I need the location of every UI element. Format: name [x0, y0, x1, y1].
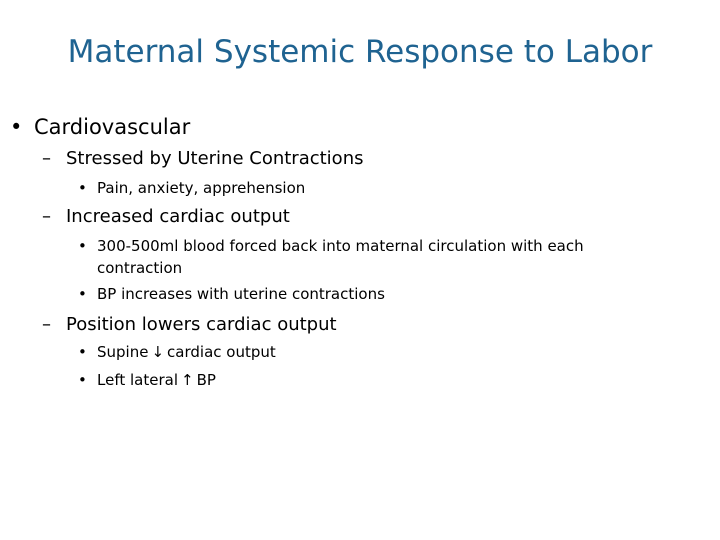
outline-sub-position: Position lowers cardiac output [66, 314, 337, 335]
up-arrow-icon: ↑ [180, 371, 194, 389]
outline-item-blood-forced-line2: contraction [97, 259, 183, 277]
outline-item-supine [97, 343, 276, 361]
dash-marker: – [42, 206, 51, 227]
bullet-marker: • [78, 343, 87, 361]
outline-item-pain: Pain, anxiety, apprehension [97, 179, 306, 197]
dash-marker: – [42, 148, 51, 169]
outline-level1-cardiovascular: Cardiovascular [34, 115, 191, 139]
bullet-marker: • [10, 115, 23, 139]
bullet-marker: • [78, 179, 87, 197]
slide-title: Maternal Systemic Response to Labor [67, 34, 653, 70]
outline-item-bp-increases: BP increases with uterine contractions [97, 285, 385, 303]
bullet-marker: • [78, 285, 87, 303]
outline-sub-stressed: Stressed by Uterine Contractions [66, 148, 364, 169]
down-arrow-icon: ↓ [151, 343, 165, 361]
supine-result: cardiac output [167, 343, 276, 361]
supine-label: Supine [97, 343, 149, 361]
outline-item-left-lateral [97, 371, 216, 389]
outline-item-blood-forced-line1: 300-500ml blood forced back into maternal circulation with each [97, 237, 584, 255]
outline-sub-increased-cardiac-output: Increased cardiac output [66, 206, 290, 227]
bullet-marker: • [78, 237, 87, 255]
dash-marker: – [42, 314, 51, 335]
left-lateral-label: Left lateral [97, 371, 178, 389]
bullet-marker: • [78, 371, 87, 389]
left-lateral-result: BP [196, 371, 216, 389]
